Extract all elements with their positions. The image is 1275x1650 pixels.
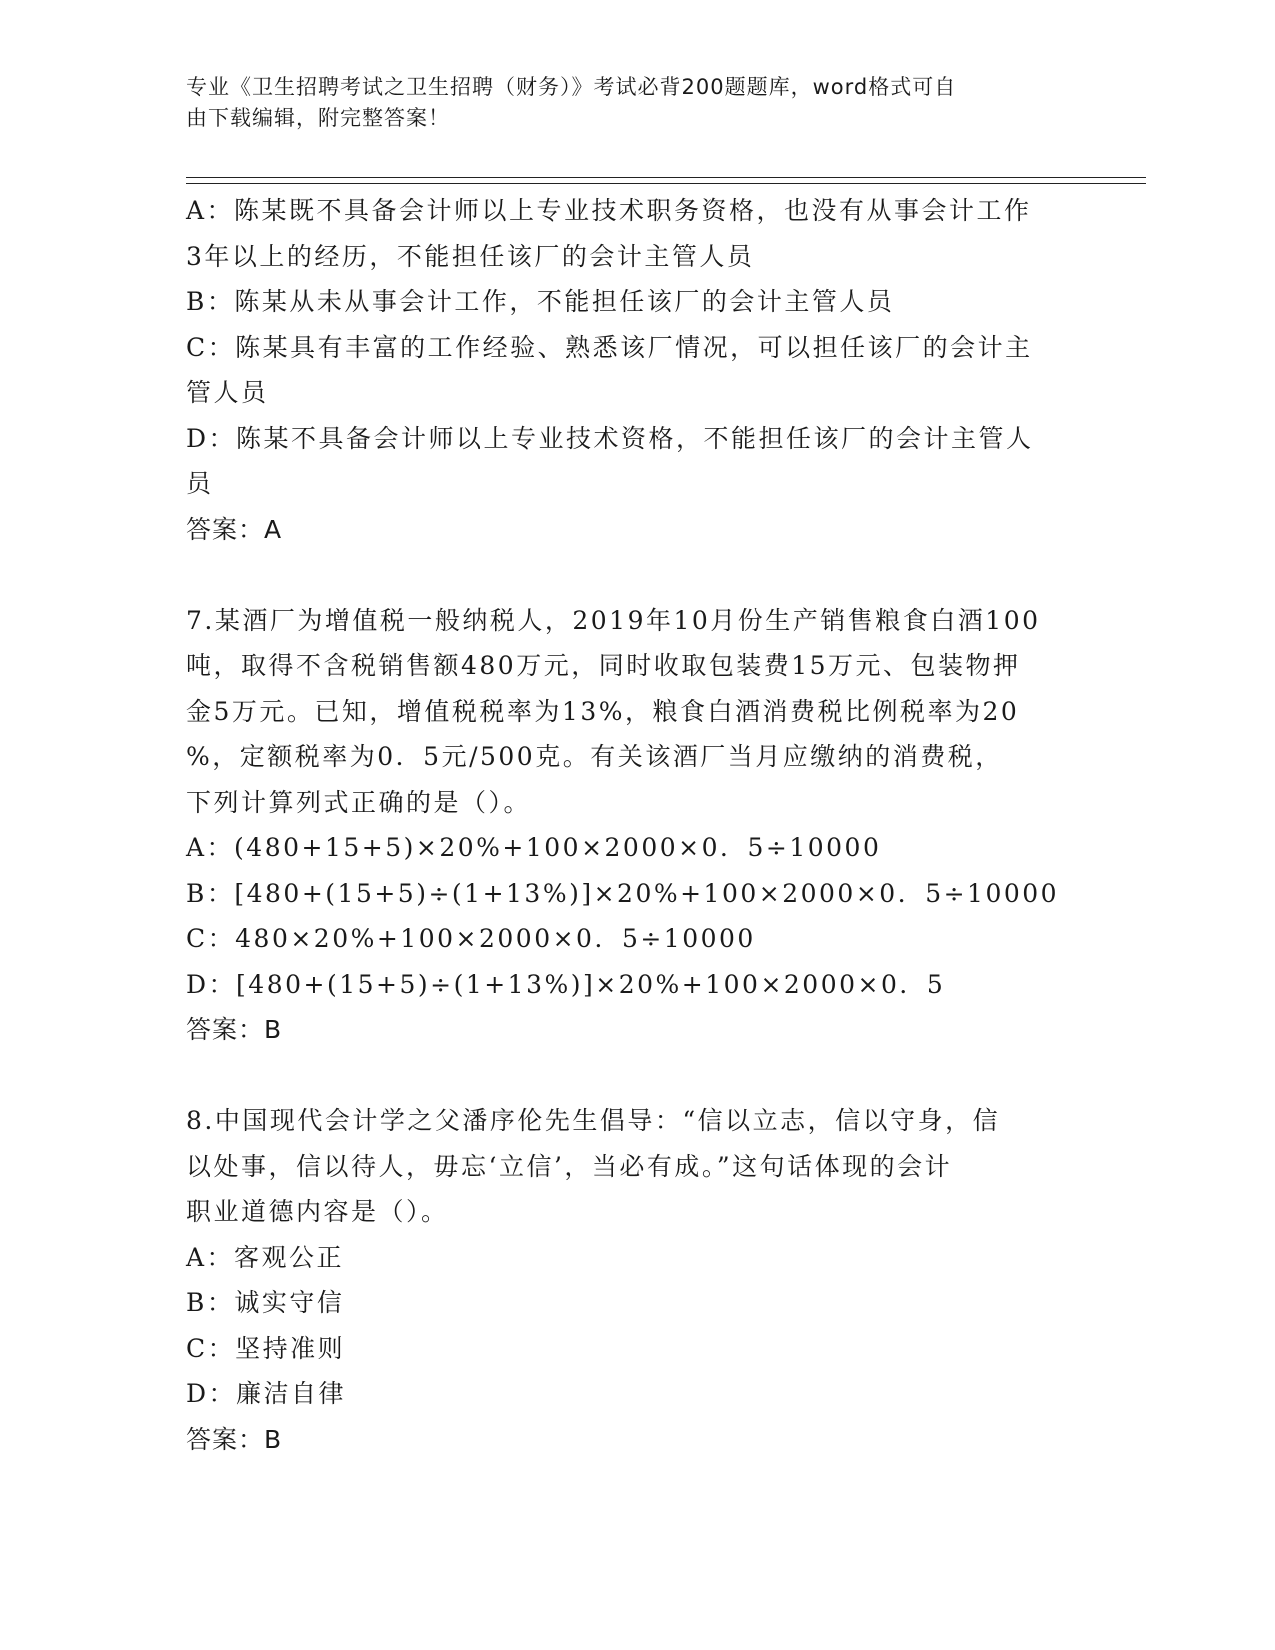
header-line-1: 专业《卫生招聘考试之卫生招聘（财务）》考试必背200题题库，word格式可自 — [186, 75, 957, 99]
q7-answer: 答案：B — [186, 1015, 283, 1044]
q7-stem-line-5: 下列计算列式正确的是（）。 — [186, 787, 532, 817]
q8-stem-line-2: 以处事，信以待人，毋忘‘立信’，当必有成。”这句话体现的会计 — [186, 1151, 953, 1181]
q7-stem-line-3: 金5万元。已知，增值税税率为13%，粮食白酒消费税比例税率为20 — [186, 696, 1020, 726]
q6-option-d-line-2: 员 — [186, 469, 214, 498]
q8-stem-line-3: 职业道德内容是（）。 — [186, 1197, 449, 1226]
document-header — [186, 72, 1066, 134]
q7-option-a: A：(480+15+5)×20%+100×2000×0．5÷10000 — [186, 833, 882, 862]
q6-answer: 答案：A — [186, 514, 283, 544]
q6-option-c-line-2: 管人员 — [186, 378, 269, 407]
q6-option-b: B：陈某从未从事会计工作，不能担任该厂的会计主管人员 — [186, 287, 895, 316]
q8-option-b: B：诚实守信 — [186, 1288, 345, 1317]
q7-stem-line-1: 7.某酒厂为增值税一般纳税人，2019年10月份生产销售粮食白酒100 — [186, 605, 1041, 635]
question-8 — [186, 1098, 1076, 1462]
q7-option-c: C：480×20%+100×2000×0．5÷10000 — [186, 924, 756, 953]
header-divider-bottom — [186, 183, 1146, 184]
q8-option-c: C：坚持准则 — [186, 1333, 346, 1363]
q7-stem-line-2: 吨，取得不含税销售额480万元，同时收取包装费15万元、包装物押 — [186, 651, 1021, 680]
header-line-2: 由下载编辑，附完整答案！ — [186, 106, 450, 130]
question-7 — [186, 598, 1076, 1053]
q6-option-a-line-2: 3年以上的经历，不能担任该厂的会计主管人员 — [186, 241, 755, 271]
question-6-options — [186, 188, 1076, 552]
q8-answer: 答案：B — [186, 1424, 283, 1454]
q7-stem-line-4: %，定额税率为0．5元/500克。有关该酒厂当月应缴纳的消费税， — [186, 742, 1003, 771]
q8-stem-line-1: 8.中国现代会计学之父潘序伦先生倡导：“信以立志，信以守身，信 — [186, 1106, 1001, 1135]
q8-option-d: D：廉洁自律 — [186, 1379, 347, 1408]
spacer — [186, 552, 1076, 598]
header-divider-top — [186, 177, 1146, 178]
q6-option-c-line-1: C：陈某具有丰富的工作经验、熟悉该厂情况，可以担任该厂的会计主 — [186, 332, 1033, 362]
spacer — [186, 1053, 1076, 1099]
q6-option-a-line-1: A：陈某既不具备会计师以上专业技术职务资格，也没有从事会计工作 — [186, 196, 1032, 225]
q7-option-b: B：[480+(15+5)÷(1+13%)]×20%+100×2000×0．5÷10000 — [186, 878, 1060, 908]
document-body — [186, 188, 1076, 1462]
q7-option-d: D：[480+(15+5)÷(1+13%)]×20%+100×2000×0．5 — [186, 969, 946, 999]
q8-option-a: A：客观公正 — [186, 1242, 345, 1272]
q6-option-d-line-1: D：陈某不具备会计师以上专业技术资格，不能担任该厂的会计主管人 — [186, 423, 1034, 453]
